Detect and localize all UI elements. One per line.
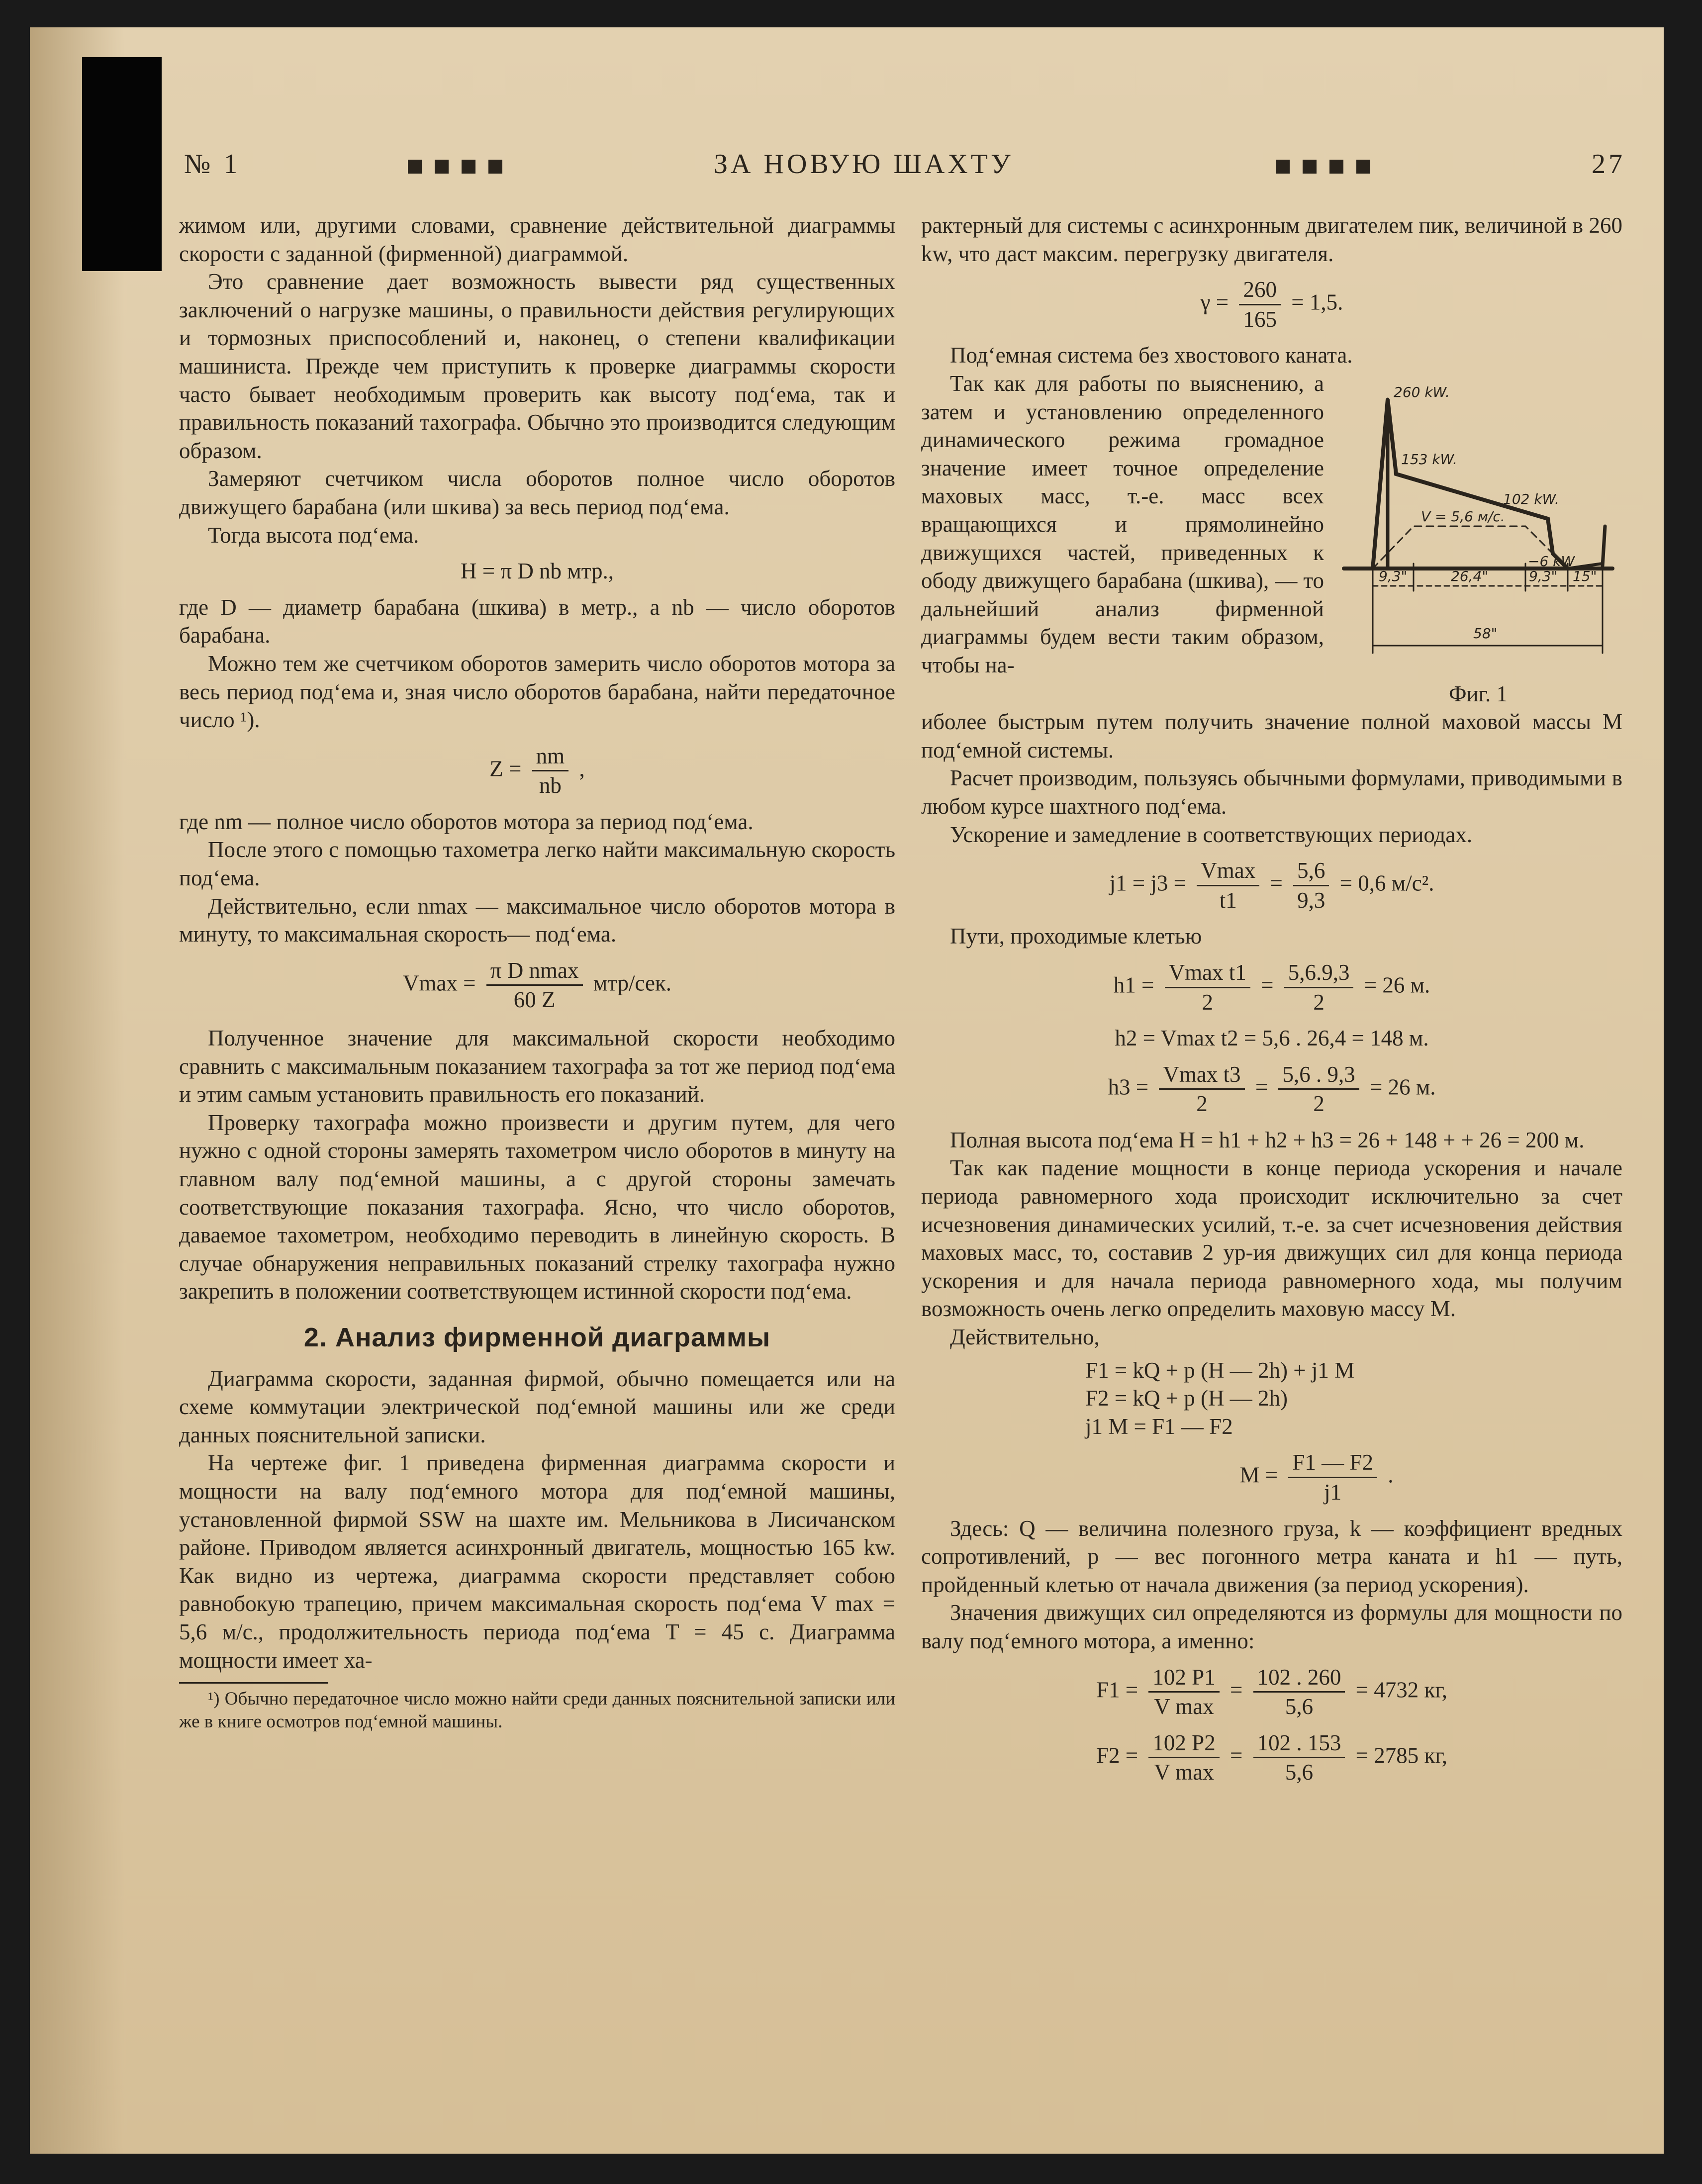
equation-system (1085, 1356, 1622, 1441)
equation-h1: h1 = $\frac{\text{Vmax t1}}{2}$ = $\frac{5,6.9,3}{2}$ = 26 м. (921, 958, 1622, 1016)
paragraph: Полученное значение для максимальной скорости необходимо сравнить с максимальным показанием тахографа за тот же период под‘ема и этим самым установить правильность его показаний. (179, 1026, 895, 1107)
paragraph: Действительно, если nmax — максимальное число оборотов мотора в минуту, то максимальная скорость— под‘ема. (179, 893, 895, 947)
paragraph: Полная высота под‘ема H = h1 + h2 + h3 = 26 + 148 + + 26 = 200 м. (950, 1127, 1585, 1152)
equation-gear-ratio: Z = $\frac{nm}{nb}$ , (179, 742, 895, 800)
paragraph: Ускорение и замедление в соответствующих периодах. (950, 822, 1473, 847)
equation-mass: M = $\frac{F1 — F2}{j1}$ . (921, 1448, 1622, 1506)
label-t3: 9,3" (1529, 568, 1558, 584)
figure-1 (1334, 370, 1622, 708)
paragraph: На чертеже фиг. 1 приведена фирменная диаграмма скорости и мощности на валу под‘емного мотора для под‘емной машины, установленной фирмой SSW на шахте им. Мельникова в Лисичанском районе. Приводом является асинхронный двигатель, мощностью 165 kw. Как видно из чертежа, диаграмма скорости представляет собою равнобокую трапецию, причем максимальная скорость под‘ема V max = 5,6 м/с., продолжительность периода под‘ема T = 45 с. Диаграмма мощности имеет ха- (179, 1450, 895, 1673)
paragraph: Здесь: Q — величина полезного груза, k — коэффициент вредных сопротивлений, p — вес погонного метра каната и h1 — путь, пройденный клетью от начала движения (за период ускорения). (921, 1516, 1622, 1597)
paragraph: Тогда высота под‘ема. (208, 522, 419, 548)
paragraph: Проверку тахографа можно произвести и другим путем, для чего нужно с одной стороны замерять тахометром число оборотов в минуту на главном валу под‘емной машины, а с другой стороны замечать соответствующие показания тахографа. Ясно, что число оборотов, даваемое тахометром, необходимо переводить в линейную скорость. В случае обнаружения неправильных показаний стрелку тахографа нужно закрепить в положении соответствующем истинной скорости под‘ема. (179, 1110, 895, 1304)
footnote: ¹) Обычно передаточное число можно найти среди данных пояснительной записки или же в книге осмотров под‘емной машины. (179, 1689, 895, 1732)
paragraph: Так как для работы по выяснению, а затем и установлению определенного динамического режима громадное значение имеет точное определение маховых масс, т.-е. масс всех вращающихся и прямолинейно движущихся частей, приведенных к ободу движущего барабана (шкива), — то дальнейший анализ фирменной диаграммы будем вести таким образом, чтобы на- (921, 371, 1324, 677)
equation-jM: j1 M = F1 — F2 (1085, 1414, 1233, 1439)
paragraph: Пути, проходимые клетью (950, 924, 1202, 949)
equation-acceleration: j1 = j3 = $\frac{Vmax}{t1}$ = $\frac{5,6}{9,3}$ = 0,6 м/с². (921, 856, 1622, 914)
header-ornament-left (408, 144, 515, 184)
left-column (179, 211, 895, 1733)
paragraph: Так как падение мощности в конце периода ускорения и начале периода равномерного хода происходит исключительно за счет исчезновения динамических усилий, т.-е. за счет исчезновения действия маховых масс, то, составив 2 ур-ия движущих сил для конца периода ускорения и для начала периода равномерного хода, мы получим возможность очень легко определить маховую массу M. (921, 1155, 1622, 1322)
paragraph: иболее быстрым путем получить значение полной маховой массы M под‘емной системы. (921, 709, 1622, 762)
label-t4: 15" (1573, 568, 1597, 584)
equation-F2: F2 = kQ + p (H — 2h) (1085, 1386, 1288, 1411)
header-ornament-right (1276, 144, 1383, 184)
label-mid: 153 kW. (1401, 451, 1457, 468)
equation-F2-value: F2 = $\frac{102 P2}{\text{V max}}$ = $\frac{102 . 153}{5,6}$ = 2785 кг, (921, 1729, 1622, 1787)
paragraph: где nm — полное число оборотов мотора за период под‘ема. (179, 809, 754, 834)
label-steady: 102 kW. (1503, 490, 1559, 507)
paragraph: Под‘емная система без хвостового каната. (950, 343, 1353, 368)
figure-caption: Фиг. 1 (1448, 681, 1508, 706)
journal-page (30, 27, 1664, 2154)
paragraph: Расчет производим, пользуясь обычными формулами, приводимыми в любом курсе шахтного под‘ема. (921, 765, 1622, 819)
paragraph: Это сравнение дает возможность вывести ряд существенных заключений о нагрузке машины, о правильности действия регулирующих и тормозных приспособлений и, наконец, о степени квалификации машиниста. Прежде чем приступить к проверке диаграммы скорости часто бывает необходимым проверить как высоту под‘ема, так и правильность показаний тахографа. Обычно это производится следующим образом. (179, 269, 895, 463)
power-curve (1373, 399, 1568, 569)
paragraph: Действительно, (950, 1325, 1100, 1350)
label-speed: V = 5,6 м/с. (1421, 508, 1505, 525)
speed-power-diagram (1334, 370, 1622, 678)
equation-F1-value: F1 = $\frac{102 P1}{\text{V max}}$ = $\frac{102 . 260}{5,6}$ = 4732 кг, (921, 1663, 1622, 1721)
page-number: 27 (1592, 149, 1625, 180)
equation-height: H = π D nb мтр., (460, 559, 614, 584)
paragraph: Замеряют счетчиком числа оборотов полное число оборотов движущего барабана (или шкива) за весь период под‘ема. (179, 466, 895, 519)
paragraph: Значения движущих сил определяются из формулы для мощности по валу под‘емного мотора, а именно: (921, 1600, 1622, 1653)
paragraph: рактерный для системы с асинхронным двигателем пик, величиной в 260 kw, что даст максим. перегрузку двигателя. (921, 213, 1622, 266)
equation-h3: h3 = $\frac{\text{Vmax t3}}{2}$ = $\frac{5,6 . 9,3}{2}$ = 26 м. (921, 1060, 1622, 1118)
paragraph: Диаграмма скорости, заданная фирмой, обычно помещается или на схеме коммутации электрической под‘емной машины или же среди данных пояснительной записки. (179, 1366, 895, 1447)
equation-F1: F1 = kQ + p (H — 2h) + j1 M (1085, 1357, 1355, 1383)
footnote-rule (179, 1682, 328, 1684)
label-total: 58" (1473, 625, 1498, 642)
paragraph: жимом или, другими словами, сравнение действительной диаграммы скорости с заданной (фирменной) диаграммой. (179, 213, 895, 266)
journal-title: ЗА НОВУЮ ШАХТУ (714, 149, 1014, 180)
paragraph: Можно тем же счетчиком оборотов замерить число оборотов мотора за весь период под‘ема и, зная число оборотов барабана, найти передаточное число ¹). (179, 651, 895, 733)
issue-number: № 1 (184, 149, 241, 180)
section-heading: 2. Анализ фирменной диаграммы (303, 1322, 771, 1352)
paragraph: где D — диаметр барабана (шкива) в метр., а nb — число оборотов барабана. (179, 594, 895, 648)
paragraph: После этого с помощью тахометра легко найти максимальную скорость под‘ема. (179, 837, 895, 891)
equation-h2: h2 = Vmax t2 = 5,6 . 26,4 = 148 м. (1115, 1026, 1429, 1051)
label-t1: 9,3" (1379, 568, 1408, 584)
equation-overload: γ = $\frac{260}{165}$ = 1,5. (921, 276, 1622, 333)
label-neg-power: −6 kW (1528, 553, 1575, 570)
label-t2: 26,4" (1451, 568, 1489, 584)
text-with-figure (921, 370, 1622, 708)
power-brake (1603, 526, 1605, 566)
right-column (921, 211, 1622, 1795)
equation-max-speed: Vmax = $\frac{\text{π D nmax}}{60 Z}$ мтр/сек. (179, 956, 895, 1014)
label-peak: 260 kW. (1394, 383, 1450, 400)
scan-black-corner (82, 57, 162, 271)
